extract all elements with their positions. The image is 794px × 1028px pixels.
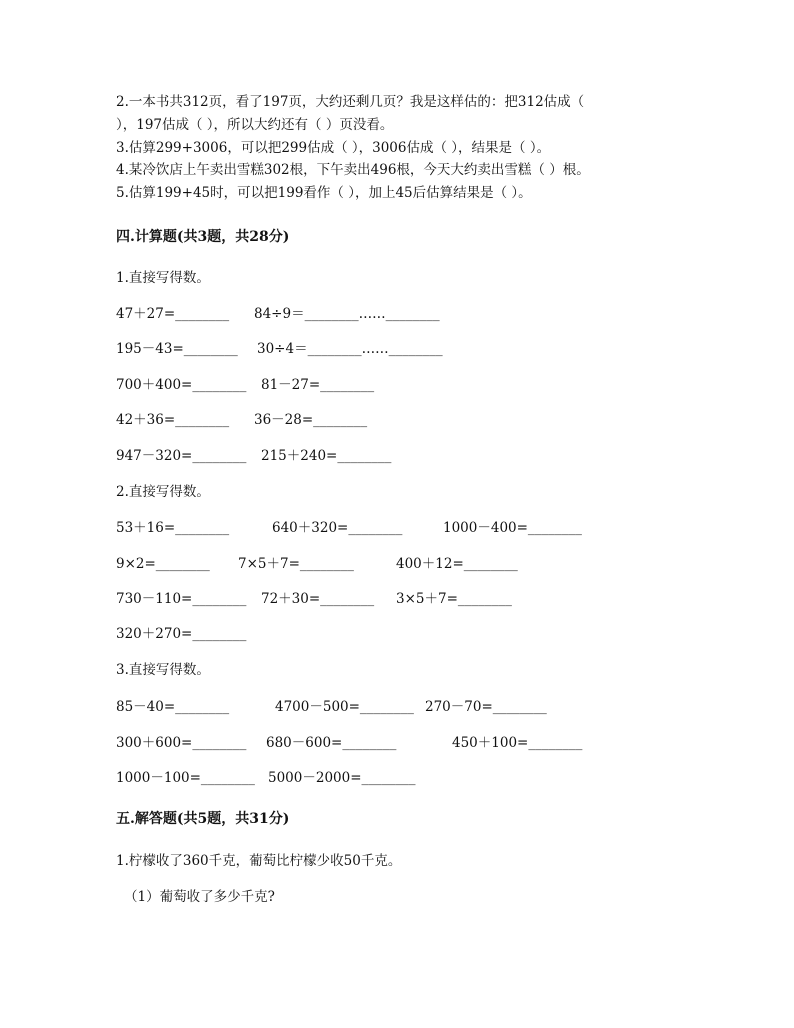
calc-expression: 1000－400=________ (443, 520, 582, 536)
calc-expression: 947－320=________ (116, 448, 247, 464)
calc-expression: 300＋600=________ (116, 735, 247, 751)
calc-expression: 3×5＋7=________ (396, 591, 512, 607)
calc-expression: 9×2=________ (116, 556, 210, 572)
calc-expression: 450＋100=________ (452, 735, 583, 751)
calc-expression: 53＋16=________ (116, 520, 230, 536)
calc-expression: 84÷9＝________……________ (254, 306, 440, 322)
fill-blank-q2-line2: ），197估成（ ），所以大约还有（ ）页没看。 (116, 117, 394, 133)
calc-expression: 42＋36=________ (116, 412, 230, 428)
calc-expression: 270－70=________ (425, 699, 547, 715)
calc-expression: 730－110=________ (116, 591, 247, 607)
section4-q1-title: 1.直接写得数。 (116, 270, 210, 286)
calc-expression: 680－600=________ (266, 735, 397, 751)
calc-expression: 195－43=________ (116, 341, 238, 357)
fill-blank-q4: 4.某冷饮店上午卖出雪糕302根，下午卖出496根，今天大约卖出雪糕（ ）根。 (116, 162, 590, 178)
calc-expression: 30÷4＝________……________ (257, 341, 443, 357)
calc-expression: 640＋320=________ (272, 520, 403, 536)
calc-expression: 36－28=________ (254, 412, 368, 428)
calc-expression: 215＋240=________ (261, 448, 392, 464)
calc-expression: 72＋30=________ (261, 591, 375, 607)
section4-q2-title: 2.直接写得数。 (116, 484, 210, 500)
fill-blank-q2-line1: 2.一本书共312页，看了197页，大约还剩几页？我是这样估的：把312估成（ (116, 94, 585, 110)
calc-expression: 320＋270=________ (116, 626, 247, 642)
fill-blank-q3: 3.估算299+3006，可以把299估成（ ），3006估成（ ），结果是（ ）。 (116, 140, 551, 156)
calc-expression: 85－40=________ (116, 699, 230, 715)
section5-title: 五.解答题(共5题，共31分) (116, 811, 290, 827)
section5-q1-sub1: （1）葡萄收了多少千克? (124, 889, 275, 905)
calc-expression: 400＋12=________ (396, 556, 518, 572)
fill-blank-q5: 5.估算199+45时，可以把199看作（ ），加上45后估算结果是（ ）。 (116, 185, 532, 201)
calc-expression: 4700－500=________ (275, 699, 414, 715)
section5-q1-text: 1.柠檬收了360千克，葡萄比柠檬少收50千克。 (116, 853, 402, 869)
calc-expression: 5000－2000=________ (268, 770, 416, 786)
calc-expression: 7×5＋7=________ (238, 556, 354, 572)
calc-expression: 700＋400=________ (116, 377, 247, 393)
calc-expression: 47＋27=________ (116, 306, 230, 322)
calc-expression: 81－27=________ (261, 377, 375, 393)
calc-expression: 1000－100=________ (116, 770, 255, 786)
section4-title: 四.计算题(共3题，共28分) (116, 229, 290, 245)
section4-q3-title: 3.直接写得数。 (116, 662, 210, 678)
